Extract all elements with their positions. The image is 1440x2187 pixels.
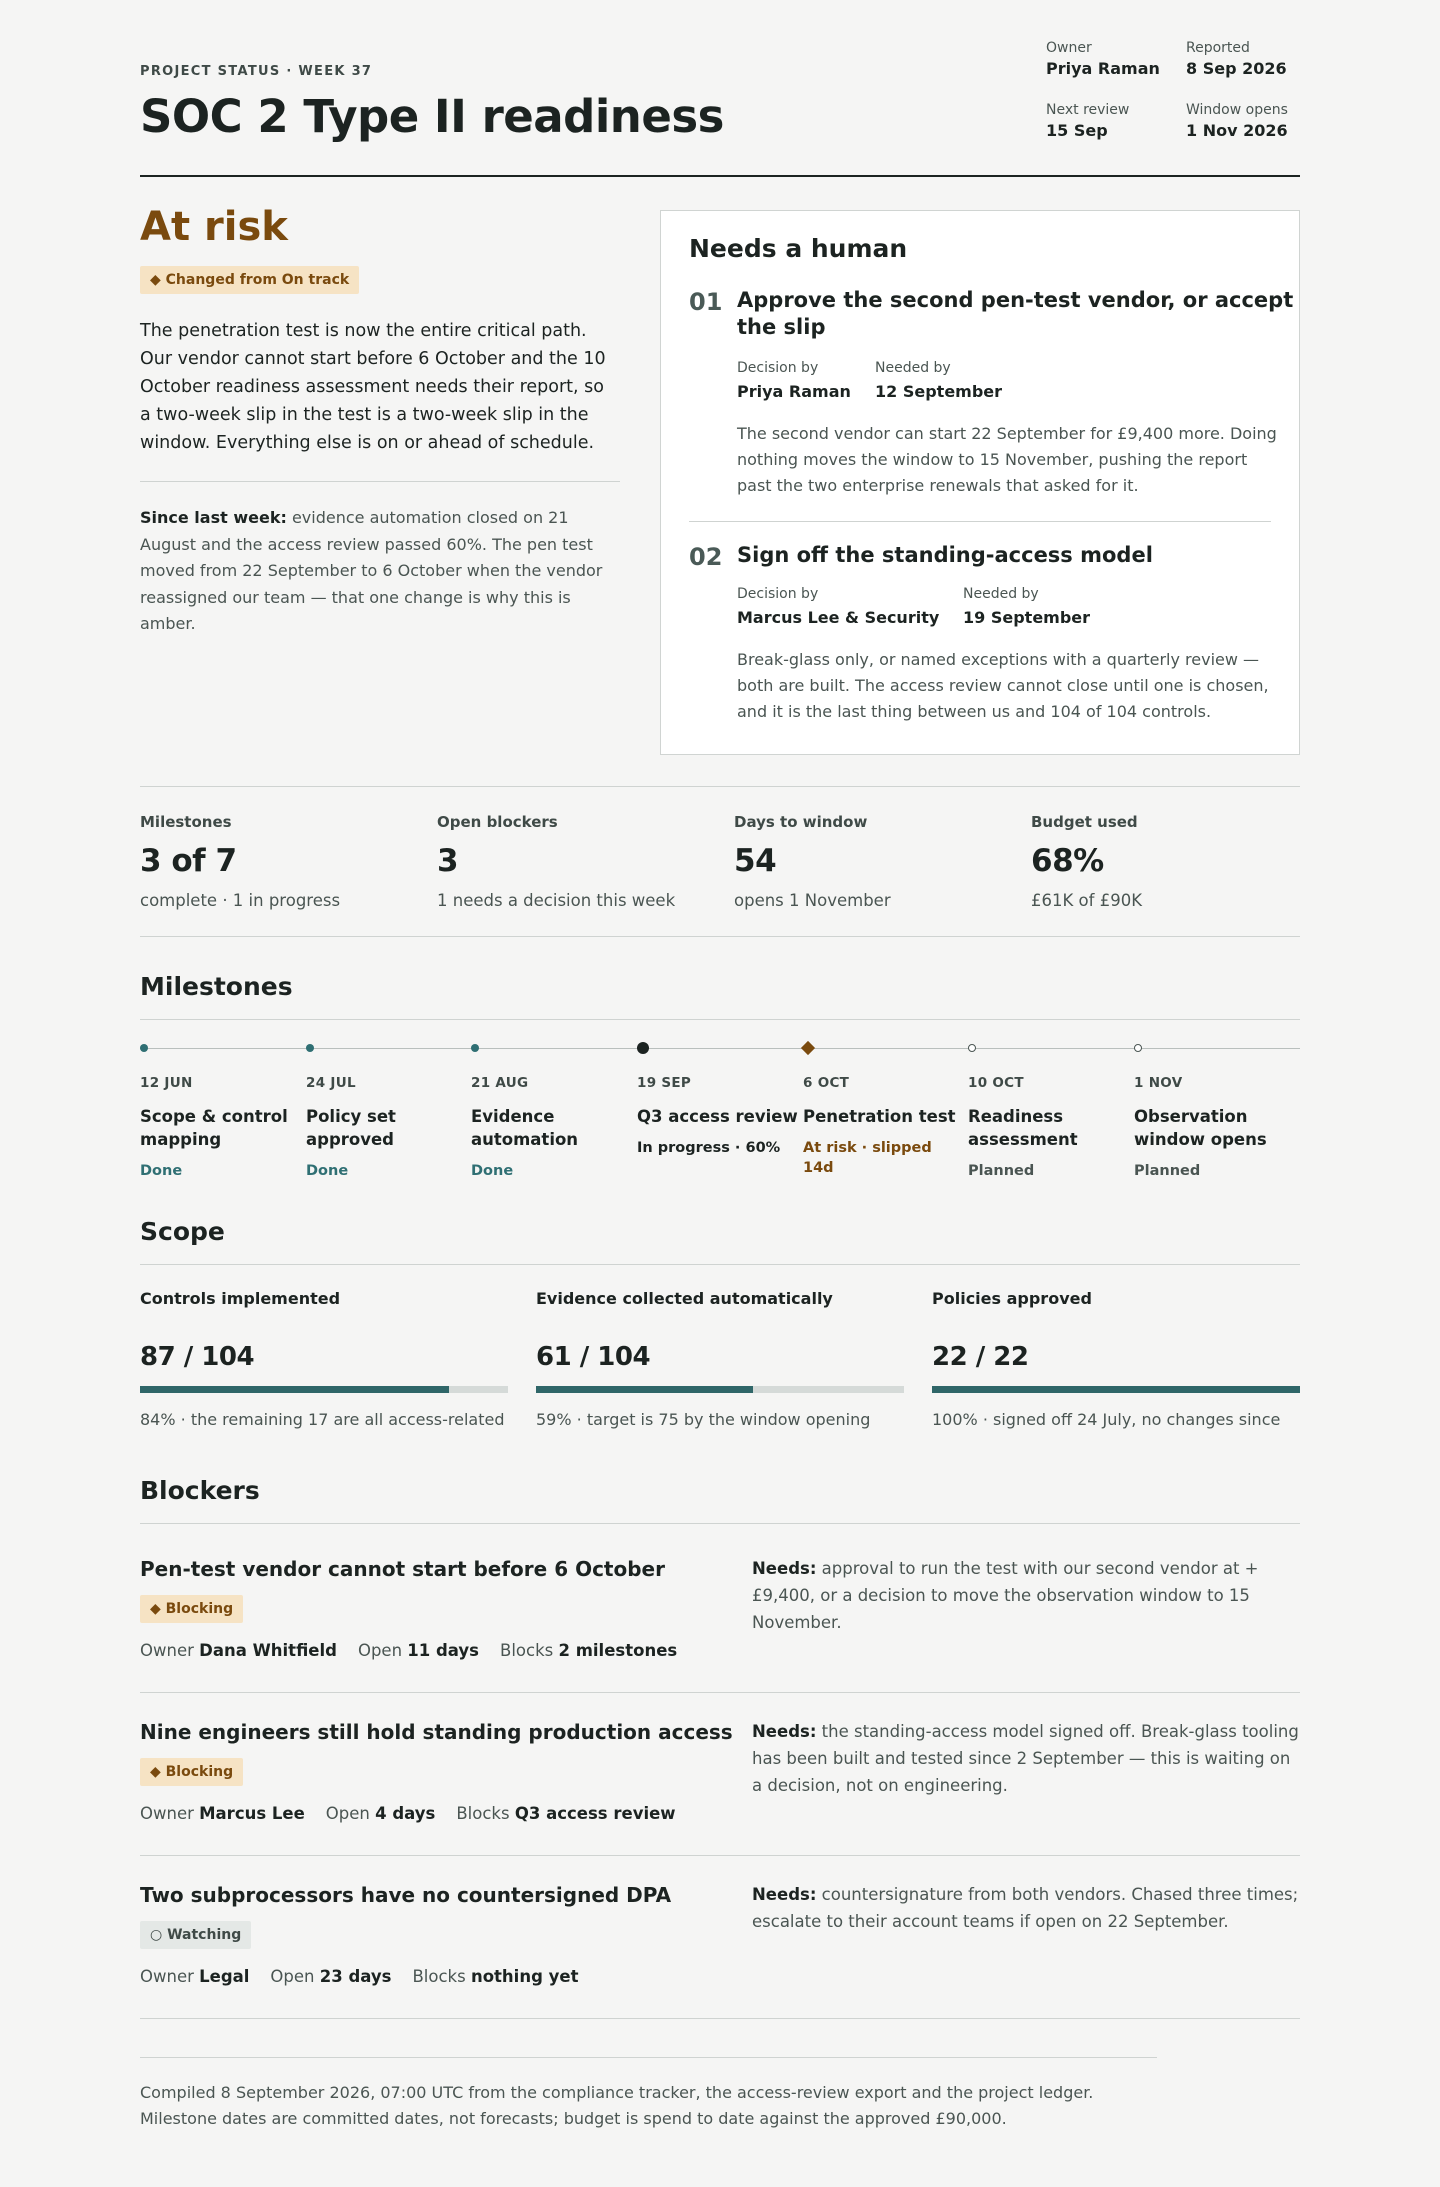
milestone-name: Readiness assessment [968, 1107, 1078, 1149]
decision-by: Priya Raman [737, 382, 851, 401]
since-label: Since last week: [140, 508, 287, 527]
milestone-state: Done [306, 1163, 349, 1179]
open-label: Open [325, 1804, 370, 1823]
header-divider [140, 175, 1300, 177]
milestone-marker-planned [1134, 1044, 1142, 1052]
milestone-marker-at-risk [801, 1041, 815, 1055]
meta-label: Window opens [1186, 102, 1288, 118]
milestone-name: Evidence automation [471, 1107, 579, 1149]
open-value: 23 days [319, 1967, 392, 1986]
footer-line: Milestone dates are committed dates, not forecasts; budget is spend to date against the approved £90,000. [140, 2109, 1007, 2128]
meta-label: Reported [1186, 40, 1250, 56]
blockers-divider [140, 1523, 1300, 1524]
page-title: SOC 2 Type II readiness [140, 90, 724, 143]
kpi-sub: 1 needs a decision this week [437, 891, 676, 910]
meta-next-review [1046, 102, 1129, 140]
milestone-date: 6 OCT [803, 1075, 850, 1091]
meta-owner [1046, 40, 1160, 78]
owner-value: Dana Whitfield [199, 1641, 337, 1660]
scope-value: 22 / 22 [932, 1342, 1029, 1372]
blocks-value: nothing yet [470, 1967, 579, 1986]
needed-by-label: Needed by [963, 586, 1039, 602]
decision-by-label: Decision by [737, 360, 819, 376]
blocker-needs [752, 1881, 1300, 1935]
blocker-title: Two subprocessors have no countersigned DPA [140, 1883, 672, 1907]
blocker-meta [140, 1967, 578, 1986]
open-value: 11 days [407, 1641, 480, 1660]
scope-sub: 84% · the remaining 17 are all access-related [140, 1410, 505, 1429]
kpi-days-to-window [734, 813, 891, 910]
milestone-state: At risk · slipped 14d [803, 1140, 932, 1176]
decision-divider [689, 521, 1271, 522]
milestone-track [140, 1048, 1300, 1049]
owner-value: Legal [199, 1967, 250, 1986]
blocker-meta [140, 1641, 677, 1660]
kpi-label: Days to window [734, 813, 868, 831]
scope-progress-fill [140, 1386, 449, 1393]
needs-text: countersignature from both vendors. Chased three times; escalate to their account teams if open on 22 September. [752, 1885, 1299, 1931]
meta-window-opens [1186, 102, 1288, 140]
milestone-date: 1 NOV [1134, 1075, 1183, 1091]
meta-value: 15 Sep [1046, 121, 1108, 140]
decision-number: 02 [689, 543, 723, 571]
blocker-status-badge: ◆ Blocking [140, 1595, 243, 1623]
scope-progress-bar [140, 1386, 508, 1393]
status-change-badge: ◆ Changed from On track [140, 266, 359, 294]
scope-progress-fill [932, 1386, 1300, 1393]
milestone-state: Planned [1134, 1163, 1201, 1179]
milestone-state: Done [471, 1163, 514, 1179]
milestone-marker-done [306, 1044, 314, 1052]
kpi-bottom-divider [140, 936, 1300, 937]
meta-label: Owner [1046, 40, 1092, 56]
scope-controls [140, 1289, 508, 1429]
milestone-name: Scope & control mapping [140, 1107, 288, 1149]
scope-value: 61 / 104 [536, 1342, 651, 1372]
kpi-budget-used [1031, 813, 1142, 910]
milestone-name: Penetration test [803, 1107, 956, 1126]
milestone-marker-done [140, 1044, 148, 1052]
milestones-heading: Milestones [140, 972, 293, 1001]
open-value: 4 days [375, 1804, 436, 1823]
blockers-heading: Blockers [140, 1476, 260, 1505]
kpi-value: 68% [1031, 843, 1104, 879]
scope-progress-bar [932, 1386, 1300, 1393]
report-eyebrow: PROJECT STATUS · WEEK 37 [140, 64, 373, 79]
decision-by: Marcus Lee & Security [737, 608, 940, 627]
needs-label: Needs: [752, 1722, 817, 1741]
footer-line: Compiled 8 September 2026, 07:00 UTC from the compliance tracker, the access-review export and the project ledger. [140, 2083, 1094, 2102]
meta-label: Next review [1046, 102, 1130, 118]
scope-heading: Scope [140, 1217, 225, 1246]
kpi-label: Milestones [140, 813, 232, 831]
milestone-date: 24 JUL [306, 1075, 356, 1091]
kpi-label: Budget used [1031, 813, 1138, 831]
milestone-date: 12 JUN [140, 1075, 193, 1091]
milestones-divider [140, 1019, 1300, 1020]
blocker-needs [752, 1718, 1300, 1799]
blocker-divider [140, 1855, 1300, 1856]
scope-sub: 59% · target is 75 by the window opening [536, 1410, 871, 1429]
milestone-name: Observation window opens [1134, 1107, 1267, 1149]
blocks-label: Blocks [456, 1804, 510, 1823]
since-text: evidence automation closed on 21 August and the access review passed 60%. The pen test moved from 22 September to 6 October when the vendor reassigned our team — that one change is why this is amber. [140, 508, 603, 633]
footer-note [140, 2080, 1160, 2132]
meta-value: 1 Nov 2026 [1186, 121, 1288, 140]
scope-progress-bar [536, 1386, 904, 1393]
status-label: At risk [140, 204, 288, 250]
blocks-label: Blocks [500, 1641, 554, 1660]
scope-evidence [536, 1289, 904, 1429]
scope-label: Policies approved [932, 1289, 1092, 1308]
decision-title: Sign off the standing-access model [737, 543, 1153, 567]
meta-value: Priya Raman [1046, 59, 1160, 78]
decisions-title: Needs a human [689, 234, 908, 263]
owner-label: Owner [140, 1967, 194, 1986]
milestone-marker-current [637, 1042, 649, 1054]
needed-by: 12 September [875, 382, 1003, 401]
status-divider [140, 481, 620, 482]
meta-value: 8 Sep 2026 [1186, 59, 1287, 78]
kpi-label: Open blockers [437, 813, 558, 831]
blocks-label: Blocks [412, 1967, 466, 1986]
status-summary: The penetration test is now the entire critical path. Our vendor cannot start before 6 October and the 10 October readiness assessment needs their report, so a two-week slip in the test is a two-week slip in the window. Everything else is on or ahead of schedule. [140, 321, 606, 453]
kpi-value: 3 of 7 [140, 843, 237, 879]
milestone-marker-done [471, 1044, 479, 1052]
milestone-date: 19 SEP [637, 1075, 692, 1091]
kpi-sub: complete · 1 in progress [140, 891, 341, 910]
milestone-state: In progress · 60% [637, 1140, 781, 1156]
decision-by-label: Decision by [737, 586, 819, 602]
kpi-milestones [140, 813, 340, 910]
decision-body: The second vendor can start 22 September for £9,400 more. Doing nothing moves the window to 15 November, pushing the report past the two enterprise renewals that asked for it. [737, 424, 1277, 495]
milestone-state: Planned [968, 1163, 1035, 1179]
meta-reported [1186, 40, 1287, 78]
needed-by: 19 September [963, 608, 1091, 627]
needs-label: Needs: [752, 1559, 817, 1578]
scope-label: Evidence collected automatically [536, 1289, 833, 1308]
blocks-value: 2 milestones [558, 1641, 678, 1660]
scope-value: 87 / 104 [140, 1342, 255, 1372]
footer-divider [140, 2057, 1157, 2058]
milestone-name: Policy set approved [306, 1107, 396, 1149]
blocker-meta [140, 1804, 676, 1823]
needed-by-label: Needed by [875, 360, 951, 376]
open-label: Open [357, 1641, 403, 1660]
decision-number: 01 [689, 288, 723, 316]
scope-policies [932, 1289, 1300, 1429]
decision-title: Approve the second pen-test vendor, or accept the slip [737, 288, 1294, 339]
milestone-marker-planned [968, 1044, 976, 1052]
open-label: Open [270, 1967, 315, 1986]
blocker-status-badge: ○ Watching [140, 1921, 251, 1949]
needs-text: the standing-access model signed off. Break-glass tooling has been built and tested since 2 September — this is waiting on a decision, not on engineering. [752, 1722, 1299, 1795]
blocker-needs [752, 1555, 1300, 1636]
blocks-value: Q3 access review [514, 1804, 676, 1823]
milestone-date: 21 AUG [471, 1075, 529, 1091]
owner-label: Owner [140, 1641, 194, 1660]
milestone-date: 10 OCT [968, 1075, 1024, 1091]
needs-label: Needs: [752, 1885, 817, 1904]
scope-label: Controls implemented [140, 1289, 341, 1308]
owner-label: Owner [140, 1804, 194, 1823]
kpi-sub: £61K of £90K [1031, 891, 1143, 910]
scope-sub: 100% · signed off 24 July, no changes since [932, 1410, 1281, 1429]
blocker-divider [140, 2018, 1300, 2019]
needs-text: approval to run the test with our second vendor at +£9,400, or a decision to move the observation window to 15 November. [752, 1559, 1259, 1632]
since-last-week [140, 505, 620, 638]
blocker-divider [140, 1692, 1300, 1693]
blocker-status-badge: ◆ Blocking [140, 1758, 243, 1786]
milestone-name: Q3 access review [637, 1107, 798, 1126]
owner-value: Marcus Lee [199, 1804, 305, 1823]
kpi-open-blockers [437, 813, 675, 910]
kpi-value: 54 [734, 843, 777, 879]
blocker-title: Nine engineers still hold standing production access [140, 1720, 733, 1744]
scope-divider [140, 1264, 1300, 1265]
milestone-state: Done [140, 1163, 183, 1179]
blocker-title: Pen-test vendor cannot start before 6 October [140, 1557, 665, 1581]
kpi-top-divider [140, 786, 1300, 787]
scope-progress-fill [536, 1386, 753, 1393]
decision-body: Break-glass only, or named exceptions with a quarterly review — both are built. The access review cannot close until one is chosen, and it is the last thing between us and 104 of 104 controls. [737, 650, 1269, 721]
kpi-value: 3 [437, 843, 459, 879]
kpi-sub: opens 1 November [734, 891, 891, 910]
